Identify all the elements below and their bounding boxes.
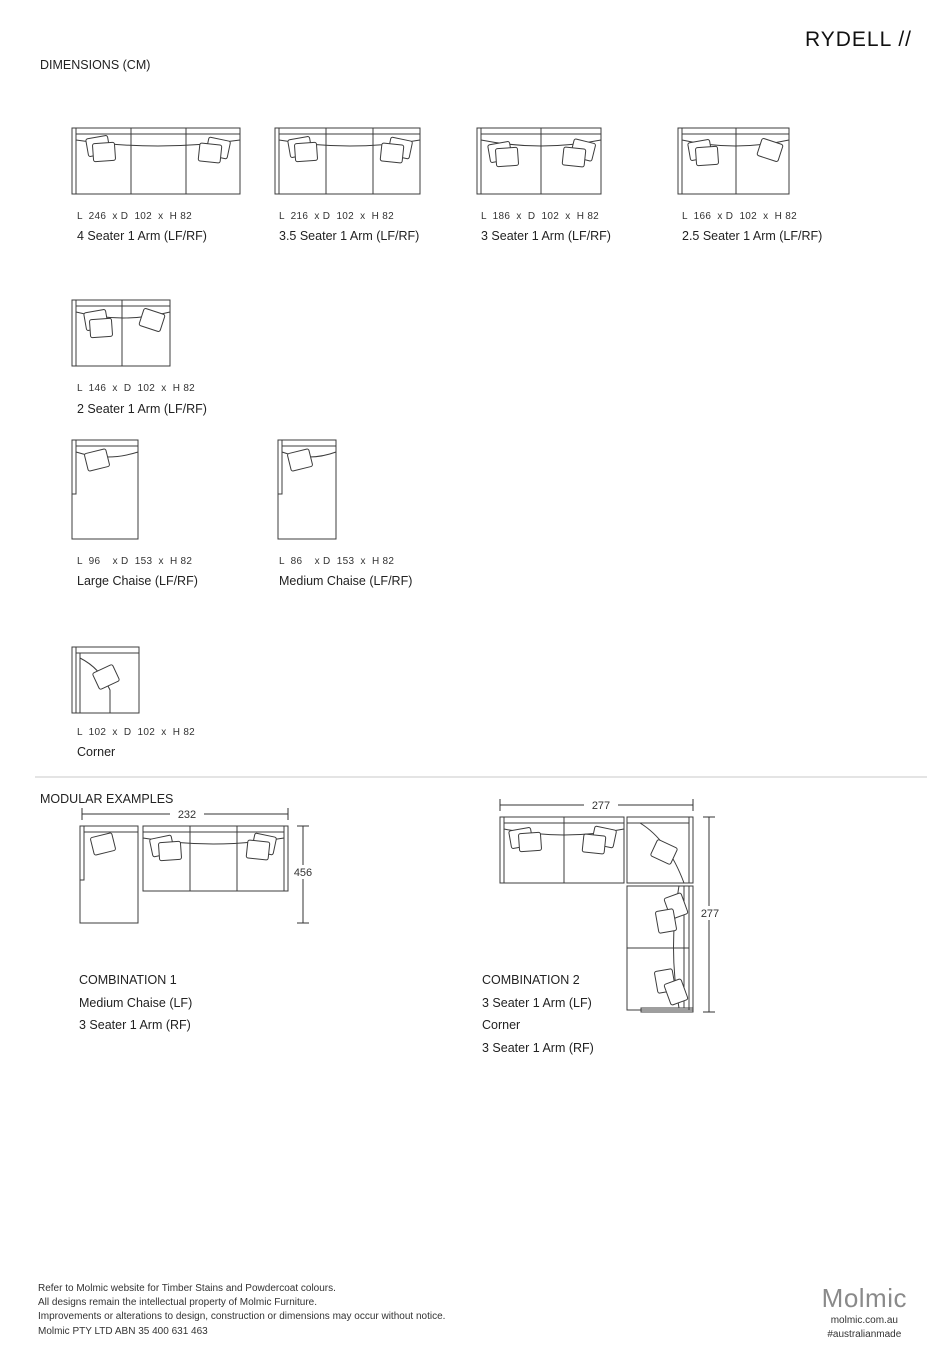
combo2-title: COMBINATION 2 bbox=[482, 973, 580, 987]
combo1-item: 3 Seater 1 Arm (RF) bbox=[79, 1018, 191, 1032]
footer-line: All designs remain the intellectual property of Molmic Furniture. bbox=[38, 1297, 318, 1309]
combo1-title: COMBINATION 1 bbox=[79, 973, 177, 987]
combo2-depth-label: 277 bbox=[700, 908, 720, 920]
section-title-modular: MODULAR EXAMPLES bbox=[40, 792, 174, 806]
drawing-3-5-seater bbox=[275, 128, 420, 194]
drawing-3-seater bbox=[477, 128, 601, 194]
combo1-depth-label: 456 bbox=[293, 867, 313, 879]
footer-line: Refer to Molmic website for Timber Stains and Powdercoat colours. bbox=[38, 1283, 336, 1294]
combo2-item: 3 Seater 1 Arm (LF) bbox=[482, 995, 592, 1010]
combo1-item: Medium Chaise (LF) bbox=[79, 995, 193, 1010]
section-divider bbox=[35, 776, 927, 778]
hashtag: #australianmade bbox=[827, 1329, 902, 1340]
dims-3-5-seater: L 216 x D 102 x H 82 bbox=[279, 211, 394, 222]
name-4-seater: 4 Seater 1 Arm (LF/RF) bbox=[77, 229, 207, 243]
footer-line: Improvements or alterations to design, construction or dimensions may occur without notice. bbox=[38, 1311, 446, 1323]
name-medium-chaise: Medium Chaise (LF/RF) bbox=[279, 574, 413, 588]
drawing-medium-chaise bbox=[278, 440, 336, 539]
name-3-5-seater: 3.5 Seater 1 Arm (LF/RF) bbox=[279, 229, 420, 243]
combo1-width-label: 232 bbox=[177, 809, 197, 821]
name-2-5-seater: 2.5 Seater 1 Arm (LF/RF) bbox=[682, 229, 823, 243]
molmic-logo: Molmic bbox=[821, 1283, 907, 1313]
dims-3-seater: L 186 x D 102 x H 82 bbox=[481, 211, 600, 222]
name-large-chaise: Large Chaise (LF/RF) bbox=[77, 574, 198, 588]
name-corner: Corner bbox=[77, 745, 116, 759]
drawing-large-chaise bbox=[72, 440, 138, 539]
footer-notes bbox=[38, 1282, 445, 1339]
name-3-seater: 3 Seater 1 Arm (LF/RF) bbox=[481, 229, 611, 243]
section-title-dimensions: DIMENSIONS (CM) bbox=[40, 58, 151, 72]
dims-corner: L 102 x D 102 x H 82 bbox=[77, 727, 196, 738]
dims-medium-chaise: L 86 x D 153 x H 82 bbox=[279, 556, 395, 567]
brand-title: RYDELL // bbox=[804, 28, 912, 51]
dims-2-seater: L 146 x D 102 x H 82 bbox=[77, 383, 196, 394]
dims-4-seater: L 246 x D 102 x H 82 bbox=[77, 211, 192, 222]
footer-line: Molmic PTY LTD ABN 35 400 631 463 bbox=[38, 1325, 208, 1337]
combo2-item: Corner bbox=[482, 1018, 521, 1032]
drawing-combination-1 bbox=[80, 807, 316, 923]
drawing-4-seater bbox=[72, 128, 240, 194]
name-2-seater: 2 Seater 1 Arm (LF/RF) bbox=[77, 402, 207, 416]
drawing-corner bbox=[72, 647, 139, 713]
dims-2-5-seater: L 166 x D 102 x H 82 bbox=[682, 211, 797, 222]
drawing-2-seater bbox=[72, 300, 170, 366]
molmic-logo-block bbox=[822, 1283, 907, 1342]
dims-large-chaise: L 96 x D 153 x H 82 bbox=[77, 556, 193, 567]
combo2-width-label: 277 bbox=[591, 800, 611, 812]
website-link[interactable]: molmic.com.au bbox=[830, 1315, 898, 1326]
combo2-item: 3 Seater 1 Arm (RF) bbox=[482, 1040, 594, 1055]
drawing-2-5-seater bbox=[678, 128, 789, 194]
